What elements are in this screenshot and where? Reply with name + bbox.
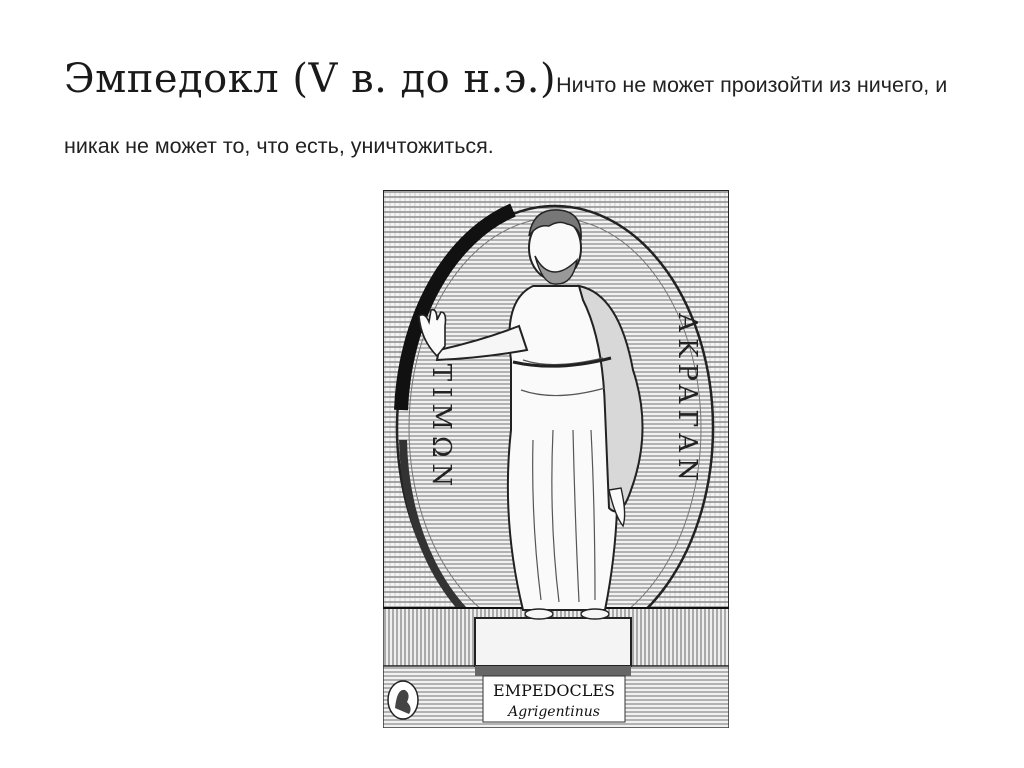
inscription-left: TIMΩN (426, 363, 456, 493)
heading-block (64, 50, 954, 178)
quote-text: Ничто не может произойти из ничего, и никак не может то, что есть, уничтожиться. (64, 73, 948, 158)
caption-origin: Agrigentinus (508, 704, 600, 720)
inscription-right: AKPAΓAN (672, 313, 702, 487)
empedocles-engraving (383, 190, 729, 728)
slide-title: Эмпедокл (V в. до н.э.) (64, 56, 557, 102)
engraver-emblem (388, 681, 418, 719)
caption-name: EMPEDOCLES (493, 681, 615, 700)
